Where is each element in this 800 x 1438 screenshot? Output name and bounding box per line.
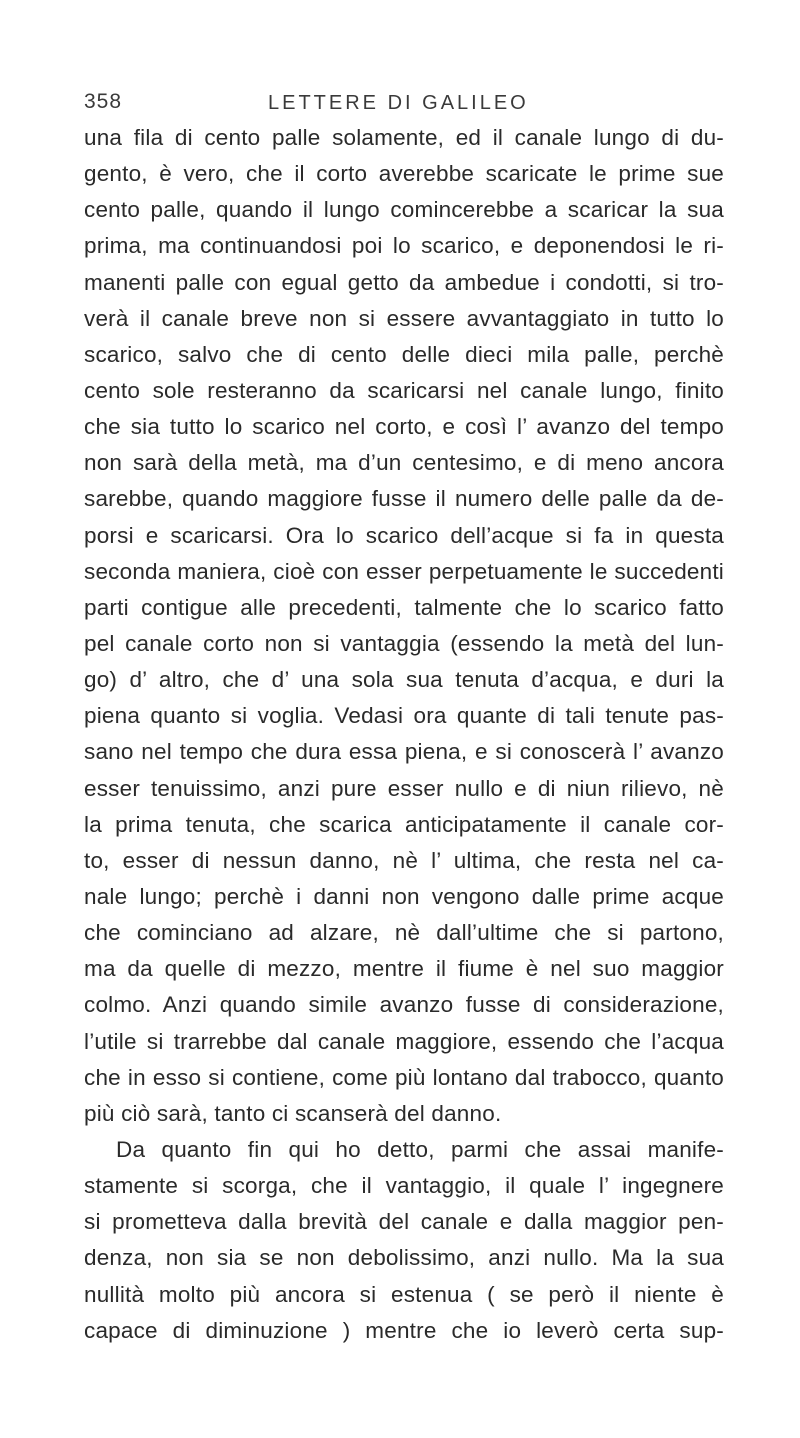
text-line: più ciò sarà, tanto ci scanserà del danno. xyxy=(84,1100,502,1126)
text-line: seconda maniera, cioè con esser perpetuamente le succedenti xyxy=(84,558,724,584)
text-line: ma da quelle di mezzo, mentre il fiume è nel suo maggior xyxy=(84,956,724,982)
text-line: verà il canale breve non si essere avvantaggiato in tutto lo xyxy=(84,305,724,331)
text-line: non sarà della metà, ma d’un centesimo, e di meno ancora xyxy=(84,450,724,476)
text-line: porsi e scaricarsi. Ora lo scarico dell’acque si fa in questa xyxy=(84,522,724,548)
text-line: gento, è vero, che il corto averebbe scaricate le prime sue xyxy=(84,161,724,187)
text-line: manenti palle con egual getto da ambedue i condotti, si tro- xyxy=(84,269,724,295)
text-line: cento sole resteranno da scaricarsi nel canale lungo, finito xyxy=(84,377,724,403)
text-line: parti contigue alle precedenti, talmente che lo scarico fatto xyxy=(84,594,724,620)
text-line: che cominciano ad alzare, nè dall’ultime che si partono, xyxy=(84,920,724,946)
text-line: nullità molto più ancora si estenua ( se però il niente è xyxy=(84,1281,724,1307)
text-line: scarico, salvo che di cento delle dieci mila palle, perchè xyxy=(84,341,724,367)
text-line: pel canale corto non si vantaggia (essendo la metà del lun- xyxy=(84,630,724,656)
text-line: capace di diminuzione ) mentre che io leverò certa sup- xyxy=(84,1317,724,1343)
text-line: la prima tenuta, che scarica anticipatamente il canale cor- xyxy=(84,811,724,837)
body-text xyxy=(84,120,724,1349)
text-line: cento palle, quando il lungo comincerebbe a scaricar la sua xyxy=(84,197,724,223)
text-line: denza, non sia se non debolissimo, anzi nullo. Ma la sua xyxy=(84,1245,724,1271)
running-head-title: LETTERE DI GALILEO xyxy=(268,92,529,114)
text-line: stamente si scorga, che il vantaggio, il quale l’ ingegnere xyxy=(84,1173,724,1199)
text-line: si prometteva dalla brevità del canale e dalla maggior pen- xyxy=(84,1209,724,1235)
text-line: Da quanto fin qui ho detto, parmi che assai manife- xyxy=(116,1136,724,1162)
text-line: piena quanto si voglia. Vedasi ora quante di tali tenute pas- xyxy=(84,703,724,729)
text-line: una fila di cento palle solamente, ed il canale lungo di du- xyxy=(84,125,724,150)
text-line: nale lungo; perchè i danni non vengono dalle prime acque xyxy=(84,883,724,909)
text-line: sano nel tempo che dura essa piena, e si conoscerà l’ avanzo xyxy=(84,739,724,765)
text-line: sarebbe, quando maggiore fusse il numero delle palle da de- xyxy=(84,486,724,512)
text-line: go) d’ altro, che d’ una sola sua tenuta d’acqua, e duri la xyxy=(84,667,724,693)
text-line: l’utile si trarrebbe dal canale maggiore, essendo che l’acqua xyxy=(84,1028,724,1054)
text-line: che sia tutto lo scarico nel corto, e così l’ avanzo del tempo xyxy=(84,414,724,440)
text-line: colmo. Anzi quando simile avanzo fusse di considerazione, xyxy=(84,992,724,1018)
text-line: che in esso si contiene, come più lontano dal trabocco, quanto xyxy=(84,1064,724,1090)
page-number: 358 xyxy=(84,90,123,113)
text-line: prima, ma continuandosi poi lo scarico, e deponendosi le ri- xyxy=(84,233,724,259)
text-line: esser tenuissimo, anzi pure esser nullo e di niun rilievo, nè xyxy=(84,775,724,801)
text-line: to, esser di nessun danno, nè l’ ultima, che resta nel ca- xyxy=(84,847,724,873)
